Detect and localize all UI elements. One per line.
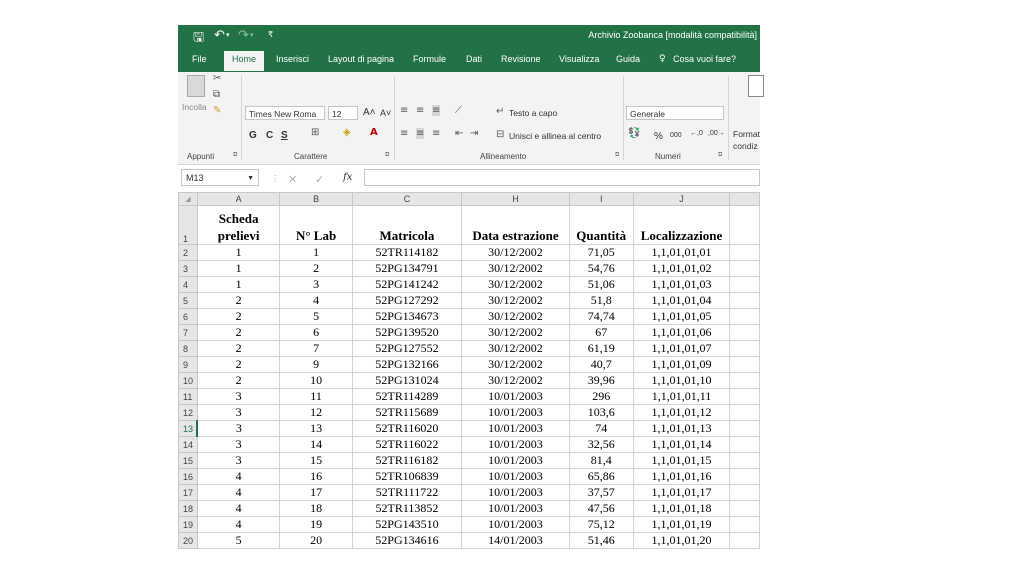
table-row [179,293,760,309]
font-size-value: 12 [332,109,342,119]
cell[interactable]: 1,1,01,01,15 [633,453,730,469]
align-bottom-icon[interactable]: ≡ [432,105,441,116]
cell[interactable]: 1,1,01,01,20 [633,533,730,549]
alignment-dialog-launcher-icon[interactable]: ⧉ [615,152,620,158]
tab-review[interactable]: Revisione [501,54,541,64]
table-row [179,261,760,277]
merge-center-button[interactable]: Unisci e allinea al centro [509,131,602,141]
cell[interactable]: 39,96 [569,373,633,389]
group-separator [728,76,729,160]
header-text-line2: prelievi [217,228,260,243]
cell[interactable]: 4 [197,469,279,485]
table-row [179,325,760,341]
cell[interactable]: 10/01/2003 [462,485,570,501]
empty-cell[interactable] [730,453,760,469]
redo-icon[interactable]: ↷ [238,28,249,43]
cell[interactable]: 4 [280,293,353,309]
paste-icon[interactable] [187,75,205,97]
cell[interactable]: 30/12/2002 [462,373,570,389]
tab-file[interactable]: File [192,54,207,64]
header-cell[interactable]: Localizzazione [633,206,730,245]
font-color-icon[interactable]: A [370,127,378,138]
cell[interactable]: 52PG141242 [352,277,461,293]
wrap-text-button[interactable]: Testo a capo [509,108,558,118]
empty-cell[interactable] [730,293,760,309]
increase-indent-icon[interactable]: ⇥ [470,128,479,139]
tab-view[interactable]: Visualizza [559,54,600,64]
column-header[interactable]: B [280,193,353,206]
cell[interactable]: 5 [280,309,353,325]
cell[interactable]: 2 [197,373,279,389]
cell[interactable]: 1,1,01,01,09 [633,357,730,373]
cell[interactable]: 47,56 [569,501,633,517]
row-header[interactable]: 17 [179,485,198,501]
cell[interactable]: 1,1,01,01,16 [633,469,730,485]
cell[interactable]: 1,1,01,01,12 [633,405,730,421]
cell[interactable]: 52PG127292 [352,293,461,309]
column-header[interactable]: C [352,193,461,206]
cell[interactable]: 3 [197,421,279,437]
cell[interactable]: 52TR113852 [352,501,461,517]
number-format-dropdown[interactable] [626,106,724,120]
empty-cell[interactable] [730,469,760,485]
cell[interactable]: 52PG132166 [352,357,461,373]
empty-cell[interactable] [730,245,760,261]
cell[interactable]: 52PG131024 [352,373,461,389]
cell[interactable]: 1,1,01,01,07 [633,341,730,357]
align-center-icon[interactable]: ≡ [416,128,425,139]
row-header[interactable]: 14 [179,437,198,453]
undo-dropdown-icon[interactable]: ▾ [226,31,230,39]
column-header[interactable]: A [197,193,279,206]
cell[interactable]: 17 [280,485,353,501]
shrink-font-icon[interactable]: A˅ [380,108,392,118]
cell[interactable]: 32,56 [569,437,633,453]
undo-icon[interactable]: ↶ [214,28,225,43]
cell[interactable]: 10 [280,373,353,389]
underline-button[interactable]: S [281,130,288,141]
cell[interactable]: 19 [280,517,353,533]
empty-cell[interactable] [730,533,760,549]
worksheet-grid [178,192,760,549]
redo-dropdown-icon[interactable]: ▾ [250,31,254,39]
table-row [179,405,760,421]
table-row [179,533,760,549]
align-top-icon[interactable]: ≡ [400,105,409,116]
decrease-indent-icon[interactable]: ⇤ [455,128,464,139]
cell[interactable]: 1 [197,277,279,293]
empty-cell[interactable] [730,389,760,405]
header-cell[interactable]: Quantità [569,206,633,245]
cell[interactable]: 67 [569,325,633,341]
row-header[interactable]: 2 [179,245,198,261]
number-format-value: Generale [630,109,665,119]
group-label-alignment: Allineamento [480,152,527,161]
group-separator [623,76,624,160]
tab-insert[interactable]: Inserisci [276,54,310,64]
cell[interactable]: 52TR114289 [352,389,461,405]
cell[interactable]: 6 [280,325,353,341]
cancel-icon[interactable]: ✕ [288,174,298,186]
percent-button[interactable]: % [654,131,663,142]
cell[interactable]: 10/01/2003 [462,437,570,453]
cell[interactable]: 71,05 [569,245,633,261]
cell[interactable]: 14/01/2003 [462,533,570,549]
empty-cell[interactable] [730,309,760,325]
empty-cell[interactable] [730,261,760,277]
cell[interactable]: 52TR106839 [352,469,461,485]
empty-cell[interactable] [730,277,760,293]
cell[interactable]: 3 [197,405,279,421]
table-row [179,453,760,469]
window-title: Archivio Zoobanca [modalità compatibilità] [588,30,757,40]
cell[interactable]: 3 [197,437,279,453]
tab-home[interactable]: Home [224,51,264,71]
table-header-row [179,206,760,245]
cell[interactable]: 1,1,01,01,02 [633,261,730,277]
cell[interactable]: 1,1,01,01,03 [633,277,730,293]
row-header[interactable]: 12 [179,405,198,421]
cell[interactable]: 1,1,01,01,10 [633,373,730,389]
empty-cell[interactable] [730,405,760,421]
cell[interactable]: 37,57 [569,485,633,501]
row-header[interactable]: 7 [179,325,198,341]
cell[interactable]: 30/12/2002 [462,293,570,309]
row-header[interactable]: 1 [179,206,198,245]
format-painter-icon[interactable]: ✎ [213,105,222,116]
row-header[interactable]: 6 [179,309,198,325]
column-header-row [179,193,760,206]
cell[interactable]: 10/01/2003 [462,501,570,517]
ribbon-home [178,72,760,165]
cell[interactable]: 2 [197,325,279,341]
empty-cell[interactable] [730,517,760,533]
cell[interactable]: 54,76 [569,261,633,277]
empty-cell[interactable] [730,373,760,389]
cell[interactable]: 1,1,01,01,19 [633,517,730,533]
row-header[interactable]: 19 [179,517,198,533]
cell[interactable]: 10/01/2003 [462,389,570,405]
currency-icon[interactable]: 💱 [628,128,641,139]
cell[interactable]: 2 [197,309,279,325]
table-row [179,357,760,373]
bold-button[interactable]: G [249,130,257,141]
row-header[interactable]: 9 [179,357,198,373]
cell[interactable]: 18 [280,501,353,517]
merge-center-icon[interactable]: ⊟ [496,129,505,140]
table-row [179,245,760,261]
cell[interactable]: 4 [197,517,279,533]
cell[interactable]: 30/12/2002 [462,261,570,277]
empty-cell[interactable] [730,357,760,373]
align-middle-icon[interactable]: ≡ [416,105,425,116]
row-header[interactable]: 10 [179,373,198,389]
font-name-value: Times New Roma [249,109,317,119]
ribbon-tabs [178,48,760,72]
table-row [179,341,760,357]
cell[interactable]: 52PG139520 [352,325,461,341]
cell[interactable]: 51,06 [569,277,633,293]
enter-icon[interactable]: ✓ [315,174,325,186]
cell[interactable]: 296 [569,389,633,405]
cell[interactable]: 10/01/2003 [462,453,570,469]
cell[interactable]: 10/01/2003 [462,469,570,485]
formula-bar [178,165,760,192]
cell[interactable]: 12 [280,405,353,421]
cell[interactable]: 30/12/2002 [462,277,570,293]
cell[interactable]: 14 [280,437,353,453]
decrease-decimal-icon[interactable]: ,00→ [708,130,725,137]
paste-label[interactable]: Incolla [182,102,207,112]
customize-qat-icon[interactable]: ₹ [268,30,274,39]
fill-color-icon[interactable]: ◈ [343,127,351,138]
cell[interactable]: 52TR115689 [352,405,461,421]
cell[interactable]: 52TR116022 [352,437,461,453]
cell[interactable]: 1,1,01,01,14 [633,437,730,453]
formula-bar-splitter-icon[interactable]: ⋮ [271,173,280,183]
table-row [179,501,760,517]
table-row [179,389,760,405]
cell[interactable]: 1,1,01,01,01 [633,245,730,261]
borders-icon[interactable]: ⊞ [311,127,320,138]
table-row [179,469,760,485]
empty-cell[interactable] [730,341,760,357]
header-text-line1: Scheda [218,211,259,226]
row-header[interactable]: 16 [179,469,198,485]
font-dialog-launcher-icon[interactable]: ⧉ [385,152,390,158]
row-header[interactable]: 3 [179,261,198,277]
cell[interactable]: 52PG127552 [352,341,461,357]
cell[interactable]: 103,6 [569,405,633,421]
cell[interactable]: 74,74 [569,309,633,325]
cell[interactable]: 52PG134791 [352,261,461,277]
insert-function-icon[interactable]: fx [343,172,353,183]
cell[interactable]: 40,7 [569,357,633,373]
group-label-numbers: Numeri [655,152,681,161]
group-label-clipboard: Appunti [187,152,215,161]
cell[interactable]: 5 [197,533,279,549]
cell[interactable]: 1,1,01,01,04 [633,293,730,309]
cell[interactable]: 9 [280,357,353,373]
column-header-empty[interactable] [730,193,760,206]
italic-button[interactable]: C [266,130,274,141]
cell[interactable]: 2 [197,293,279,309]
select-all-corner[interactable]: ◢ [179,193,198,206]
group-label-font: Carattere [294,152,328,161]
tab-data[interactable]: Dati [466,54,483,64]
cell[interactable]: 11 [280,389,353,405]
formula-input[interactable] [364,169,760,186]
cell[interactable]: 4 [197,501,279,517]
cell[interactable]: 30/12/2002 [462,245,570,261]
cell[interactable]: 10/01/2003 [462,517,570,533]
cell[interactable]: 52TR116182 [352,453,461,469]
group-separator [394,76,395,160]
table-row [179,421,760,437]
empty-cell[interactable] [730,325,760,341]
cell[interactable]: 1 [280,245,353,261]
cell[interactable]: 30/12/2002 [462,357,570,373]
header-cell[interactable] [197,206,279,245]
column-header[interactable]: H [462,193,570,206]
cell[interactable]: 52TR114182 [352,245,461,261]
cell[interactable]: 2 [197,357,279,373]
cell[interactable]: 1 [197,261,279,277]
font-name-dropdown[interactable] [245,106,325,120]
align-right-icon[interactable]: ≡ [432,128,441,139]
cell[interactable]: 52TR116020 [352,421,461,437]
title-bar [178,25,760,48]
cell[interactable]: 7 [280,341,353,357]
name-box-value: M13 [186,173,204,183]
number-dialog-launcher-icon[interactable]: ⧉ [718,152,723,158]
empty-cell[interactable] [730,485,760,501]
tab-formulas[interactable]: Formule [413,54,447,64]
cell[interactable]: 1,1,01,01,17 [633,485,730,501]
save-icon[interactable]: 🖫 [193,30,205,45]
cell[interactable]: 51,46 [569,533,633,549]
lightbulb-icon[interactable]: ♀ [659,54,666,64]
conditional-format-icon[interactable] [748,75,764,97]
cell[interactable]: 1,1,01,01,13 [633,421,730,437]
thousands-button[interactable]: 000 [670,132,682,139]
cell[interactable]: 1,1,01,01,05 [633,309,730,325]
cell[interactable]: 20 [280,533,353,549]
row-header[interactable]: 18 [179,501,198,517]
cell[interactable]: 1,1,01,01,06 [633,325,730,341]
tab-page-layout[interactable]: Layout di pagina [328,54,395,64]
header-cell[interactable]: N° Lab [280,206,353,245]
cell[interactable]: 30/12/2002 [462,309,570,325]
cell[interactable]: 1,1,01,01,11 [633,389,730,405]
cell[interactable]: 4 [197,485,279,501]
header-cell[interactable]: Data estrazione [462,206,570,245]
cell[interactable]: 2 [280,261,353,277]
table-row [179,373,760,389]
cell[interactable]: 52PG134673 [352,309,461,325]
increase-decimal-icon[interactable]: ←,0 [690,130,703,137]
empty-cell[interactable] [730,437,760,453]
row-header[interactable]: 15 [179,453,198,469]
cell[interactable]: 1 [197,245,279,261]
cell[interactable]: 15 [280,453,353,469]
copy-icon[interactable]: ⧉ [213,89,221,100]
name-box[interactable] [181,169,259,186]
cell[interactable]: 1,1,01,01,18 [633,501,730,517]
cell[interactable]: 52PG134616 [352,533,461,549]
cell[interactable]: 16 [280,469,353,485]
cell[interactable]: 75,12 [569,517,633,533]
column-header[interactable]: I [569,193,633,206]
row-header[interactable]: 11 [179,389,198,405]
table-row [179,517,760,533]
chevron-down-icon[interactable]: ▼ [247,175,254,182]
empty-cell[interactable] [730,421,760,437]
table-row [179,485,760,501]
grow-font-icon[interactable]: A˄ [363,107,376,118]
dialog-launcher-icon[interactable]: ⧉ [233,152,238,158]
group-separator [241,76,242,160]
worksheet-table [178,192,760,549]
cell[interactable]: 3 [197,389,279,405]
conditional-format-label-2[interactable]: condiz [733,141,758,151]
cell[interactable]: 74 [569,421,633,437]
cell[interactable]: 65,86 [569,469,633,485]
tell-me-search[interactable]: Cosa vuoi fare? [673,54,737,64]
excel-window [178,25,760,547]
table-row [179,309,760,325]
cut-icon[interactable]: ✂ [213,73,222,84]
cell[interactable]: 10/01/2003 [462,405,570,421]
row-header[interactable]: 5 [179,293,198,309]
empty-cell[interactable] [730,206,760,245]
row-header[interactable]: 20 [179,533,198,549]
wrap-text-icon[interactable]: ↵ [496,106,505,117]
cell[interactable]: 30/12/2002 [462,325,570,341]
column-header[interactable]: J [633,193,730,206]
table-row [179,277,760,293]
cell[interactable]: 13 [280,421,353,437]
table-row [179,437,760,453]
font-size-dropdown[interactable] [328,106,358,120]
orientation-icon[interactable]: ⟋ [455,105,462,116]
cell[interactable]: 52TR111722 [352,485,461,501]
tab-help[interactable]: Guida [616,54,641,64]
row-header[interactable]: 13 [179,421,198,437]
row-header[interactable]: 8 [179,341,198,357]
header-cell[interactable]: Matricola [352,206,461,245]
align-left-icon[interactable]: ≡ [400,128,409,139]
empty-cell[interactable] [730,501,760,517]
cell[interactable]: 3 [197,453,279,469]
cell[interactable]: 51,8 [569,293,633,309]
row-header[interactable]: 4 [179,277,198,293]
cell[interactable]: 2 [197,341,279,357]
cell[interactable]: 81,4 [569,453,633,469]
cell[interactable]: 10/01/2003 [462,421,570,437]
cell[interactable]: 61,19 [569,341,633,357]
cell[interactable]: 30/12/2002 [462,341,570,357]
cell[interactable]: 3 [280,277,353,293]
conditional-format-label[interactable]: Format [733,129,760,139]
cell[interactable]: 52PG143510 [352,517,461,533]
